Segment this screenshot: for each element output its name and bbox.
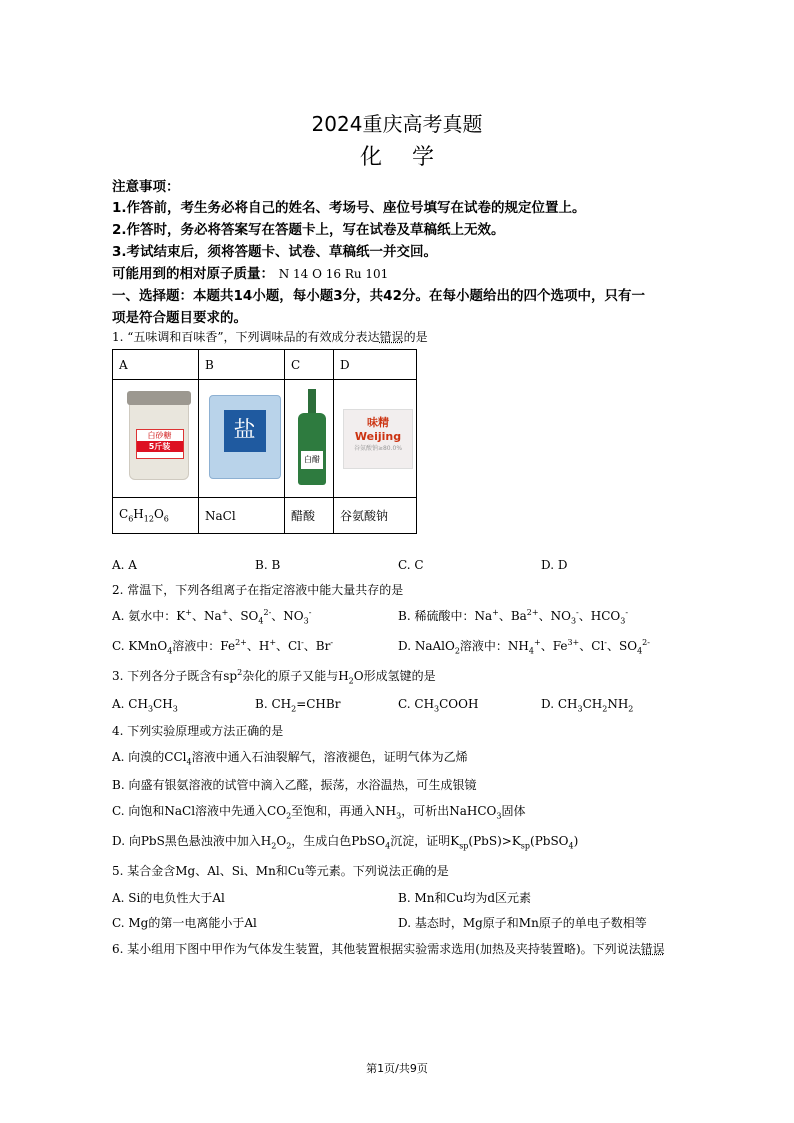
salt-label: 盐 xyxy=(224,410,266,452)
sugar-weight: 5斤装 xyxy=(137,441,183,452)
q2-option-a: A. 氨水中：K+、Na+、$SO_4^{2-}$、$NO_3^-$ xyxy=(112,608,312,626)
q5-option-d: D. 基态时，Mg原子和Mn原子的单电子数相等 xyxy=(398,916,647,930)
msg-note: 谷氨酸钠≥80.0% xyxy=(353,444,403,452)
q1-header-d: D xyxy=(334,350,417,380)
notice-header: 注意事项： xyxy=(112,179,180,195)
q1-component-c: 醋酸 xyxy=(285,498,334,534)
q1-component-b: NaCl xyxy=(199,498,285,534)
q3-option-b: B. $CH_2=CHBr$ xyxy=(255,697,341,714)
q1-option-b: B. B xyxy=(255,558,281,572)
bottle-neck xyxy=(308,389,316,415)
exam-title: 2024重庆高考真题 xyxy=(311,112,483,136)
q1-picture-a xyxy=(113,380,199,498)
q3-option-c: C. $CH_3COOH$ xyxy=(398,697,479,714)
vinegar-label: 白醋 xyxy=(301,451,323,469)
atomic-mass-label: 可能用到的相对原子质量： xyxy=(112,266,274,282)
q1-stem-pre: 1. “五味调和百味香”，下列调味品的有效成分表达 xyxy=(112,330,380,344)
q1-option-a: A. A xyxy=(112,558,137,572)
atomic-mass-line xyxy=(112,262,388,282)
q1-picture-b xyxy=(199,380,285,498)
q1-header-c: C xyxy=(285,350,334,380)
q4-stem: 4. 下列实验原理或方法正确的是 xyxy=(112,724,284,738)
q1-option-c: C. C xyxy=(398,558,424,572)
q4-option-a: A. 向溴的CCl$_4$溶液中通入石油裂解气，溶液褪色，证明气体为乙烯 xyxy=(112,750,468,767)
q5-option-b: B. Mn和Cu均为d区元素 xyxy=(398,891,532,905)
notice-2: 2.作答时，务必将答案写在答题卡上，写在试卷及草稿纸上无效。 xyxy=(112,222,505,238)
q4-option-d: D. 向PbS黑色悬浊液中加入$H_2O_2$，生成白色PbSO$_4$沉淀，证明$K_{sp}(PbS)>K_{sp}(PbSO_4)$ xyxy=(112,834,579,851)
notice-3: 3.考试结束后，须将答题卡、试卷、草稿纸一并交回。 xyxy=(112,244,438,260)
q1-component-d: 谷氨酸钠 xyxy=(334,498,417,534)
vinegar-bottle-image xyxy=(298,389,326,485)
q3-stem: 3. 下列各分子既含有$sp^2$杂化的原子又能与$H_2O$形成氢键的是 xyxy=(112,668,436,686)
q5-option-c: C. Mg的第一电离能小于Al xyxy=(112,916,257,930)
q2-option-b: B. 稀硫酸中：Na+、$Ba^{2+}$、$NO_3^-$、$HCO_3^-$ xyxy=(398,608,629,626)
msg-en-label: Weijing xyxy=(354,429,402,443)
q2-option-c: C. KMnO$_4$溶液中：$Fe^{2+}$、H+、Cl-、Br- xyxy=(112,638,334,656)
q1-option-d: D. D xyxy=(541,558,568,572)
q5-option-a: A. Si的电负性大于Al xyxy=(112,891,225,905)
q1-stem xyxy=(112,328,428,345)
notice-1: 1.作答前，考生务必将自己的姓名、考场号、座位号填写在试卷的规定位置上。 xyxy=(112,200,586,216)
q1-stem-dotted: 错误 xyxy=(379,330,404,344)
q6-stem: 6. 某小组用下图中甲作为气体发生装置，其他装置根据实验需求选用(加热及夹持装置略)。下列说法错误 xyxy=(112,942,665,956)
q2-stem: 2. 常温下，下列各组离子在指定溶液中能大量共存的是 xyxy=(112,583,404,597)
msg-pack-image xyxy=(343,409,413,469)
bottle-body xyxy=(298,413,326,485)
q5-stem: 5. 某合金含Mg、Al、Si、Mn和Cu等元素。下列说法正确的是 xyxy=(112,864,449,878)
q1-header-b: B xyxy=(199,350,285,380)
page-footer: 第1页/共9页 xyxy=(366,1062,428,1075)
q1-component-a: $C_6H_{12}O_6$ xyxy=(113,498,199,534)
sugar-jar-image xyxy=(129,394,189,480)
q3-option-a: A. $CH_3CH_3$ xyxy=(112,697,178,714)
q1-stem-post: 的是 xyxy=(403,330,428,344)
q1-picture-c xyxy=(285,380,334,498)
subject-title: 化学 xyxy=(359,145,464,170)
q4-option-b: B. 向盛有银氨溶液的试管中滴入乙醛，振荡，水浴温热，可生成银镜 xyxy=(112,778,477,792)
jar-label xyxy=(136,429,184,459)
q2-option-d: D. NaAlO$_2$溶液中：$NH_4^+$、$Fe^{3+}$、Cl-、$SO_4^{2-}$ xyxy=(398,638,650,656)
jar-lid xyxy=(127,391,191,405)
sugar-label: 白砂糖 xyxy=(147,431,172,440)
q4-option-c: C. 向饱和NaCl溶液中先通入$CO_2$至饱和，再通入$NH_3$，可析出NaHCO$_3$固体 xyxy=(112,804,526,821)
section1-line2: 项是符合题目要求的。 xyxy=(112,310,247,326)
salt-bag-image xyxy=(209,395,281,479)
section1-line1: 一、选择题：本题共14小题，每小题3分，共42分。在每小题给出的四个选项中，只有一 xyxy=(112,288,645,304)
q1-header-a: A xyxy=(113,350,199,380)
atomic-mass-values: N 14 O 16 Ru 101 xyxy=(278,267,389,281)
q1-picture-d xyxy=(334,380,417,498)
q1-options-table xyxy=(112,349,417,534)
q3-option-d: D. $CH_3CH_2NH_2$ xyxy=(541,697,634,714)
msg-cn-label: 味精 xyxy=(367,415,389,429)
